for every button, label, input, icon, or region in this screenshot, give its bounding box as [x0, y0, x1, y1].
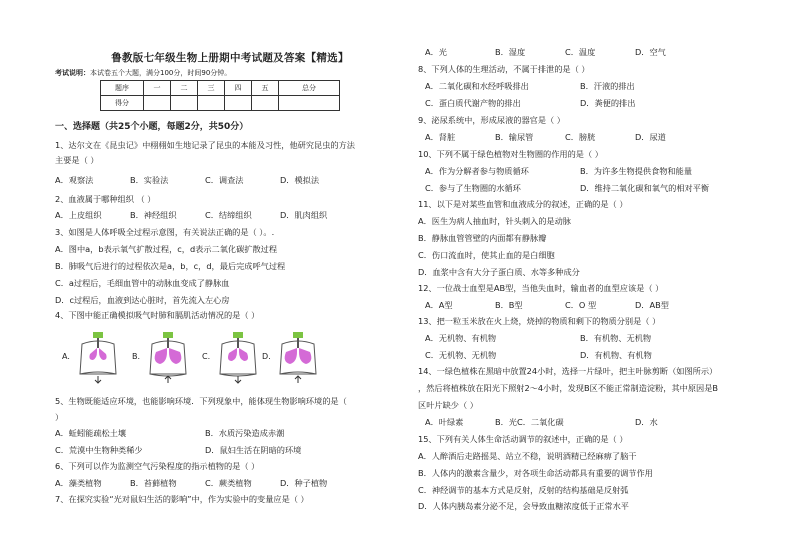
answer-option: B．苔藓植物 [130, 478, 177, 488]
answer-option: C．调查法 [205, 175, 244, 185]
bell-jar-icon [216, 330, 260, 384]
answer-option: B．水质污染造成赤潮 [205, 428, 285, 438]
question-line: A．人醉酒后走路摇晃、站立不稳，说明酒精已经麻痹了脑干 [418, 451, 637, 461]
question-line: C．a过程后，毛细血管中的动脉血变成了静脉血 [55, 278, 230, 288]
question-line: 3、如图是人体呼吸全过程示意图，有关说法正确的是（ ）。. [55, 227, 275, 237]
exam-notice [55, 68, 231, 78]
score-cell: 总分 [279, 81, 340, 96]
answer-option: A．A型 [425, 300, 453, 310]
figure-label: C. [202, 352, 211, 361]
answer-option: C．O 型 [565, 300, 597, 310]
lung-model-figure [132, 330, 190, 384]
answer-option: A．肾脏 [425, 132, 456, 142]
score-cell: 四 [225, 81, 252, 96]
figure-label: B. [132, 352, 141, 361]
question-line: ） [55, 412, 64, 422]
lung-model-figure [62, 330, 120, 384]
answer-option: B．湿度 [495, 47, 526, 57]
answer-option: D．肌肉组织 [280, 210, 328, 220]
question-line: D．c过程后，血液到达心脏时，首先流入左心房 [55, 295, 230, 305]
question-line: 7、在探究实验“光对鼠妇生活的影响”中，作为实验中的变量应是（ ） [55, 494, 309, 504]
answer-option: A．作为分解者参与物质循环 [425, 166, 529, 176]
question-line: ，然后将植株放在阳光下照射2～4小时，发现B区不能正常制造淀粉，其中原因是B [418, 383, 719, 393]
score-cell: 二 [171, 81, 198, 96]
bell-jar-icon [146, 330, 190, 384]
answer-option: C．参与了生物圈的水循环 [425, 183, 521, 193]
question-line: C．伤口流血时，使其止血的是白细胞 [418, 250, 555, 260]
lung-model-figure [202, 330, 260, 384]
section-heading: 一、选择题（共25个小题，每题2分，共50分） [55, 122, 249, 132]
question-line: 13、把一粒玉米放在火上烧，烧掉的物质和剩下的物质分别是（ ） [418, 316, 661, 326]
answer-option: B．B型 [495, 300, 523, 310]
question-line: A．医生为病人抽血时，针头刺入的是动脉 [418, 216, 571, 226]
figure-label: D. [262, 352, 271, 361]
answer-option: A．蚯蚓能疏松土壤 [55, 428, 127, 438]
question-line: A．图中a，b表示氧气扩散过程，c，d表示二氧化碳扩散过程 [55, 244, 278, 254]
answer-option: D．有机物、有机物 [580, 350, 652, 360]
score-cell [252, 96, 279, 111]
answer-option: B．输尿管 [495, 132, 534, 142]
answer-option: C．蕨类植物 [205, 478, 252, 488]
question-line: C．神经调节的基本方式是反射，反射的结构基础是反射弧 [418, 485, 629, 495]
score-cell: 一 [144, 81, 171, 96]
question-line: 15、下列有关人体生命活动调节的叙述中，正确的是（ ） [418, 434, 628, 444]
score-cell [198, 96, 225, 111]
answer-option: A．光 [425, 47, 447, 57]
answer-option: C．膀胱 [565, 132, 596, 142]
question-line: B．肺吸气后进行的过程依次是a，b，c，d，最后完成呼气过程 [55, 261, 286, 271]
answer-option: C．无机物、无机物 [425, 350, 497, 360]
score-cell: 五 [252, 81, 279, 96]
question-line: 2、血液属于哪种组织 （ ） [55, 194, 156, 204]
answer-option: B．为许多生物提供食物和能量 [580, 166, 693, 176]
question-line: 11、以下是对某些血管和血液成分的叙述，正确的是（ ） [418, 199, 628, 209]
score-table-header-row [101, 81, 340, 96]
answer-option: D．水 [635, 417, 658, 427]
question-line: 5、生物既能适应环境，也能影响环境．下列现象中，能体现生物影响环境的是（ [55, 396, 347, 406]
lung-model-figures [58, 330, 318, 385]
question-line: 6、下列可以作为监测空气污染程度的指示植物的是（ ） [55, 461, 260, 471]
answer-option: A．藻类植物 [55, 478, 102, 488]
answer-option: D．维持二氧化碳和氧气的相对平衡 [580, 183, 710, 193]
question-line: 主要是（ ） [55, 155, 99, 165]
answer-option: D．模拟法 [280, 175, 320, 185]
question-line: D．人体内胰岛素分泌不足，会导致血糖浓度低于正常水平 [418, 501, 629, 511]
notice-label: 考试说明： [55, 69, 90, 77]
answer-option: D．粪便的排出 [580, 98, 636, 108]
score-cell [225, 96, 252, 111]
score-cell [144, 96, 171, 111]
page-title: 鲁教版七年级生物上册期中考试题及答案【精选】 [111, 52, 349, 64]
answer-option: D．鼠妇生活在阴暗的环境 [205, 445, 302, 455]
question-line: 8、下列人体的生理活动，不属于排泄的是（ ） [418, 64, 590, 74]
lung-model-figure [262, 330, 320, 384]
answer-option: C．蛋白质代谢产物的排出 [425, 98, 521, 108]
answer-option: A．二氧化碳和水经呼吸排出 [425, 81, 529, 91]
answer-option: A．上皮组织 [55, 210, 102, 220]
answer-option: B．实验法 [130, 175, 169, 185]
answer-option: B．有机物、无机物 [580, 333, 652, 343]
question-line: 14、一绿色植株在黑暗中放置24小时，选择一片绿叶，把主叶脉剪断（如图所示） [418, 366, 718, 376]
notice-text: 本试卷五个大题，满分100分，时间90分钟。 [90, 69, 232, 77]
bell-jar-icon [276, 330, 320, 384]
bell-jar-icon [76, 330, 120, 384]
answer-option: B．汗液的排出 [580, 81, 635, 91]
question-line: 4、下图中能正确模拟吸气时肺和膈肌活动情况的是（ ） [55, 310, 260, 320]
question-line: 10、下列不属于绿色植物对生物圈的作用的是（ ） [418, 149, 603, 159]
score-cell: 题序 [101, 81, 144, 96]
answer-option: C．温度 [565, 47, 596, 57]
figure-label: A. [62, 352, 70, 361]
answer-option: D．种子植物 [280, 478, 328, 488]
answer-option: A．无机物、有机物 [425, 333, 497, 343]
question-line: D．血浆中含有大分子蛋白质、水等多种成分 [418, 267, 580, 277]
question-line: 9、泌尿系统中，形成尿液的器官是（ ） [418, 115, 565, 125]
question-line: B．人体内的激素含量少，对各项生命活动都具有重要的调节作用 [418, 468, 653, 478]
answer-option: C．荒漠中生物种类稀少 [55, 445, 143, 455]
answer-option: D．AB型 [635, 300, 669, 310]
answer-option: D．空气 [635, 47, 666, 57]
question-line: 区叶片缺少（ ） [418, 400, 478, 410]
question-line: B．静脉血管管壁的内面都有静脉瓣 [418, 233, 547, 243]
question-line: 1、达尔文在《昆虫记》中栩栩如生地记录了昆虫的本能及习性，他研究昆虫的方法 [55, 140, 355, 150]
answer-option: A．叶绿素 [425, 417, 464, 427]
score-cell: 三 [198, 81, 225, 96]
question-line: 12、一位战士血型是AB型，当他失血时，输血者的血型应该是（ ） [418, 283, 664, 293]
score-cell [279, 96, 340, 111]
answer-option: B．光C．二氧化碳 [495, 417, 564, 427]
score-cell [171, 96, 198, 111]
score-table [100, 80, 340, 111]
answer-option: B．神经组织 [130, 210, 177, 220]
answer-option: C．结缔组织 [205, 210, 252, 220]
answer-option: D．尿道 [635, 132, 666, 142]
score-table-score-row [101, 96, 340, 111]
answer-option: A．观察法 [55, 175, 94, 185]
score-cell: 得分 [101, 96, 144, 111]
